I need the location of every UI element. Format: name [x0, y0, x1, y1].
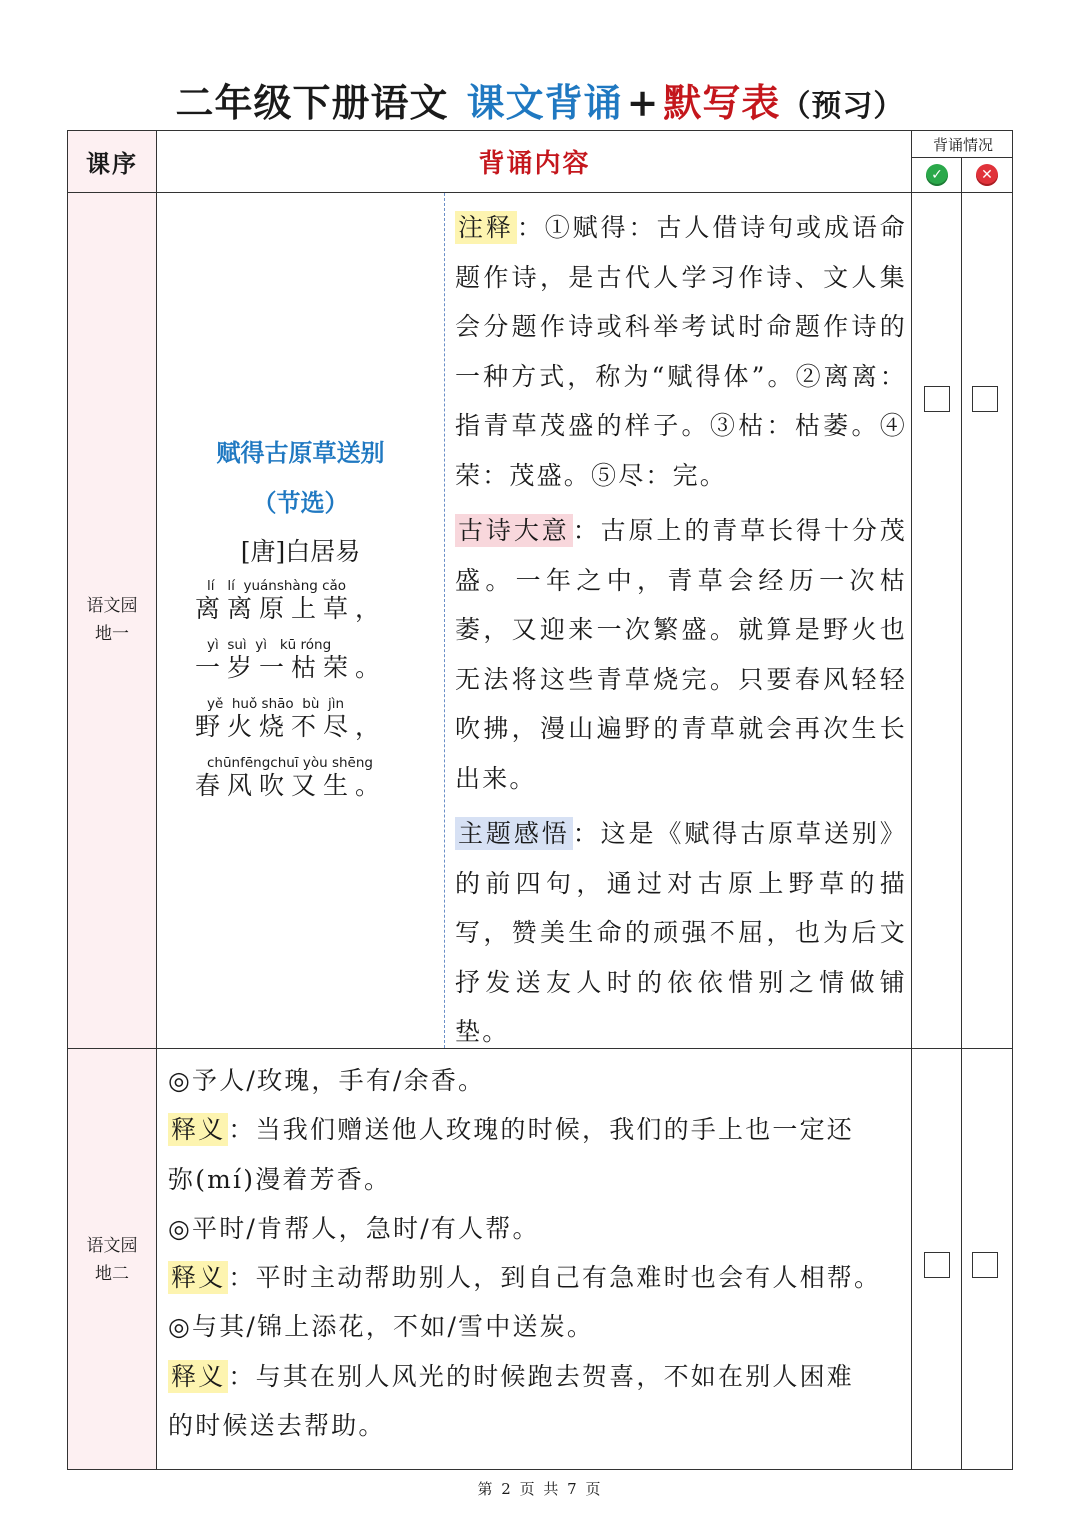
grid-line [911, 157, 1012, 158]
explanation-cont: 的时候送去帮助。 [168, 1411, 386, 1441]
poem-text: 春风吹又生。 [195, 771, 388, 800]
check-circle-icon: ✓ [926, 164, 948, 186]
page-title [0, 72, 1080, 127]
meaning-label: 古诗大意 [455, 514, 573, 547]
header-lesson: 课序 [86, 149, 138, 178]
title-plus: + [626, 80, 660, 125]
explanation-label: 释义 [168, 1261, 228, 1294]
theme-paragraph [455, 809, 907, 1057]
poem-line [195, 578, 405, 624]
poem-text: 野火烧不尽， [195, 712, 388, 741]
saying: ◎平时/肯帮人，急时/有人帮。 [168, 1213, 540, 1243]
explanation: 释义 ：与其在别人风光的时候跑去贺喜，不如在别人困难 [168, 1352, 910, 1401]
poem-notes [455, 203, 907, 1063]
page-footer: 第 2 页 共 7 页 [477, 1480, 603, 1498]
notes-paragraph [455, 203, 907, 500]
title-dictation: 默写表 [663, 80, 781, 125]
explanation-label: 释义 [168, 1360, 228, 1393]
poem-title: 赋得古原草送别 [216, 439, 385, 467]
explanation-cont: 弥(mí)漫着芳香。 [168, 1164, 392, 1194]
meaning-paragraph [455, 506, 907, 803]
x-circle-icon: ✕ [976, 164, 998, 186]
poem-pinyin: yě huǒ shāo bù jìn [207, 696, 345, 712]
recite-ok-checkbox[interactable] [924, 386, 950, 412]
recite-fail-checkbox[interactable] [972, 1252, 998, 1278]
grid-line [961, 157, 962, 1469]
grid-line [911, 131, 912, 1469]
explanation-label: 释义 [168, 1113, 228, 1146]
poem-pinyin: lí lí yuánshàng cǎo [207, 578, 347, 594]
explanation: 释义 ：平时主动帮助别人，到自己有急难时也会有人相帮。 [168, 1253, 910, 1302]
title-recite: 课文背诵 [466, 80, 623, 125]
recitation-table [67, 130, 1013, 1470]
poem-block [157, 193, 444, 1048]
poem-subtitle: （节选） [252, 489, 349, 517]
explanation: 释义 ：当我们赠送他人玫瑰的时候，我们的手上也一定还 [168, 1105, 910, 1154]
title-preview: （预习） [780, 89, 905, 124]
sayings-block [168, 1056, 910, 1450]
title-grade: 二年级下册语文 [175, 80, 449, 125]
meaning-text: ：古原上的青草长得十分茂盛。一年之中，青草会经历一次枯萎，又迎来一次繁盛。就算是野火也无法将这些青草烧完。只要春风轻轻吹拂，漫山遍野的青草就会再次生长出来。 [455, 516, 907, 793]
dashed-divider [444, 193, 445, 1048]
poem-line [195, 755, 405, 801]
poem-pinyin: yì suì yì kū róng [207, 637, 332, 653]
notes-label: 注释 [455, 211, 517, 244]
poem-author: [唐]白居易 [240, 537, 361, 566]
saying: ◎予人/玫瑰，手有/余香。 [168, 1066, 486, 1095]
poem-line [195, 696, 405, 742]
poem-pinyin: chūnfēngchuī yòu shēng [207, 755, 373, 771]
poem-text: 一岁一枯荣。 [195, 653, 388, 682]
header-content: 背诵内容 [478, 149, 591, 179]
header-status: 背诵情况 [932, 135, 993, 154]
lesson-name-1: 语文园 地一 [86, 596, 138, 644]
theme-label: 主题感悟 [455, 817, 573, 850]
poem-line [195, 637, 405, 683]
recite-ok-checkbox[interactable] [924, 1252, 950, 1278]
lesson-name-2: 语文园 地二 [86, 1236, 138, 1284]
notes-text: ：①赋得：古人借诗句或成语命题作诗，是古代人学习作诗、文人集会分题作诗或科举考试时命题作诗的一种方式，称为“赋得体”。②离离：指青草茂盛的样子。③枯：枯萎。④荣：茂盛。⑤尽：完。 [455, 213, 907, 490]
poem-text: 离离原上草， [195, 594, 388, 623]
saying: ◎与其/锦上添花，不如/雪中送炭。 [168, 1312, 595, 1342]
recite-fail-checkbox[interactable] [972, 386, 998, 412]
theme-text: ：这是《赋得古原草送别》的前四句，通过对古原上野草的描写，赞美生命的顽强不屈，也为后文抒发送友人时的依依惜别之情做铺垫。 [455, 819, 907, 1046]
